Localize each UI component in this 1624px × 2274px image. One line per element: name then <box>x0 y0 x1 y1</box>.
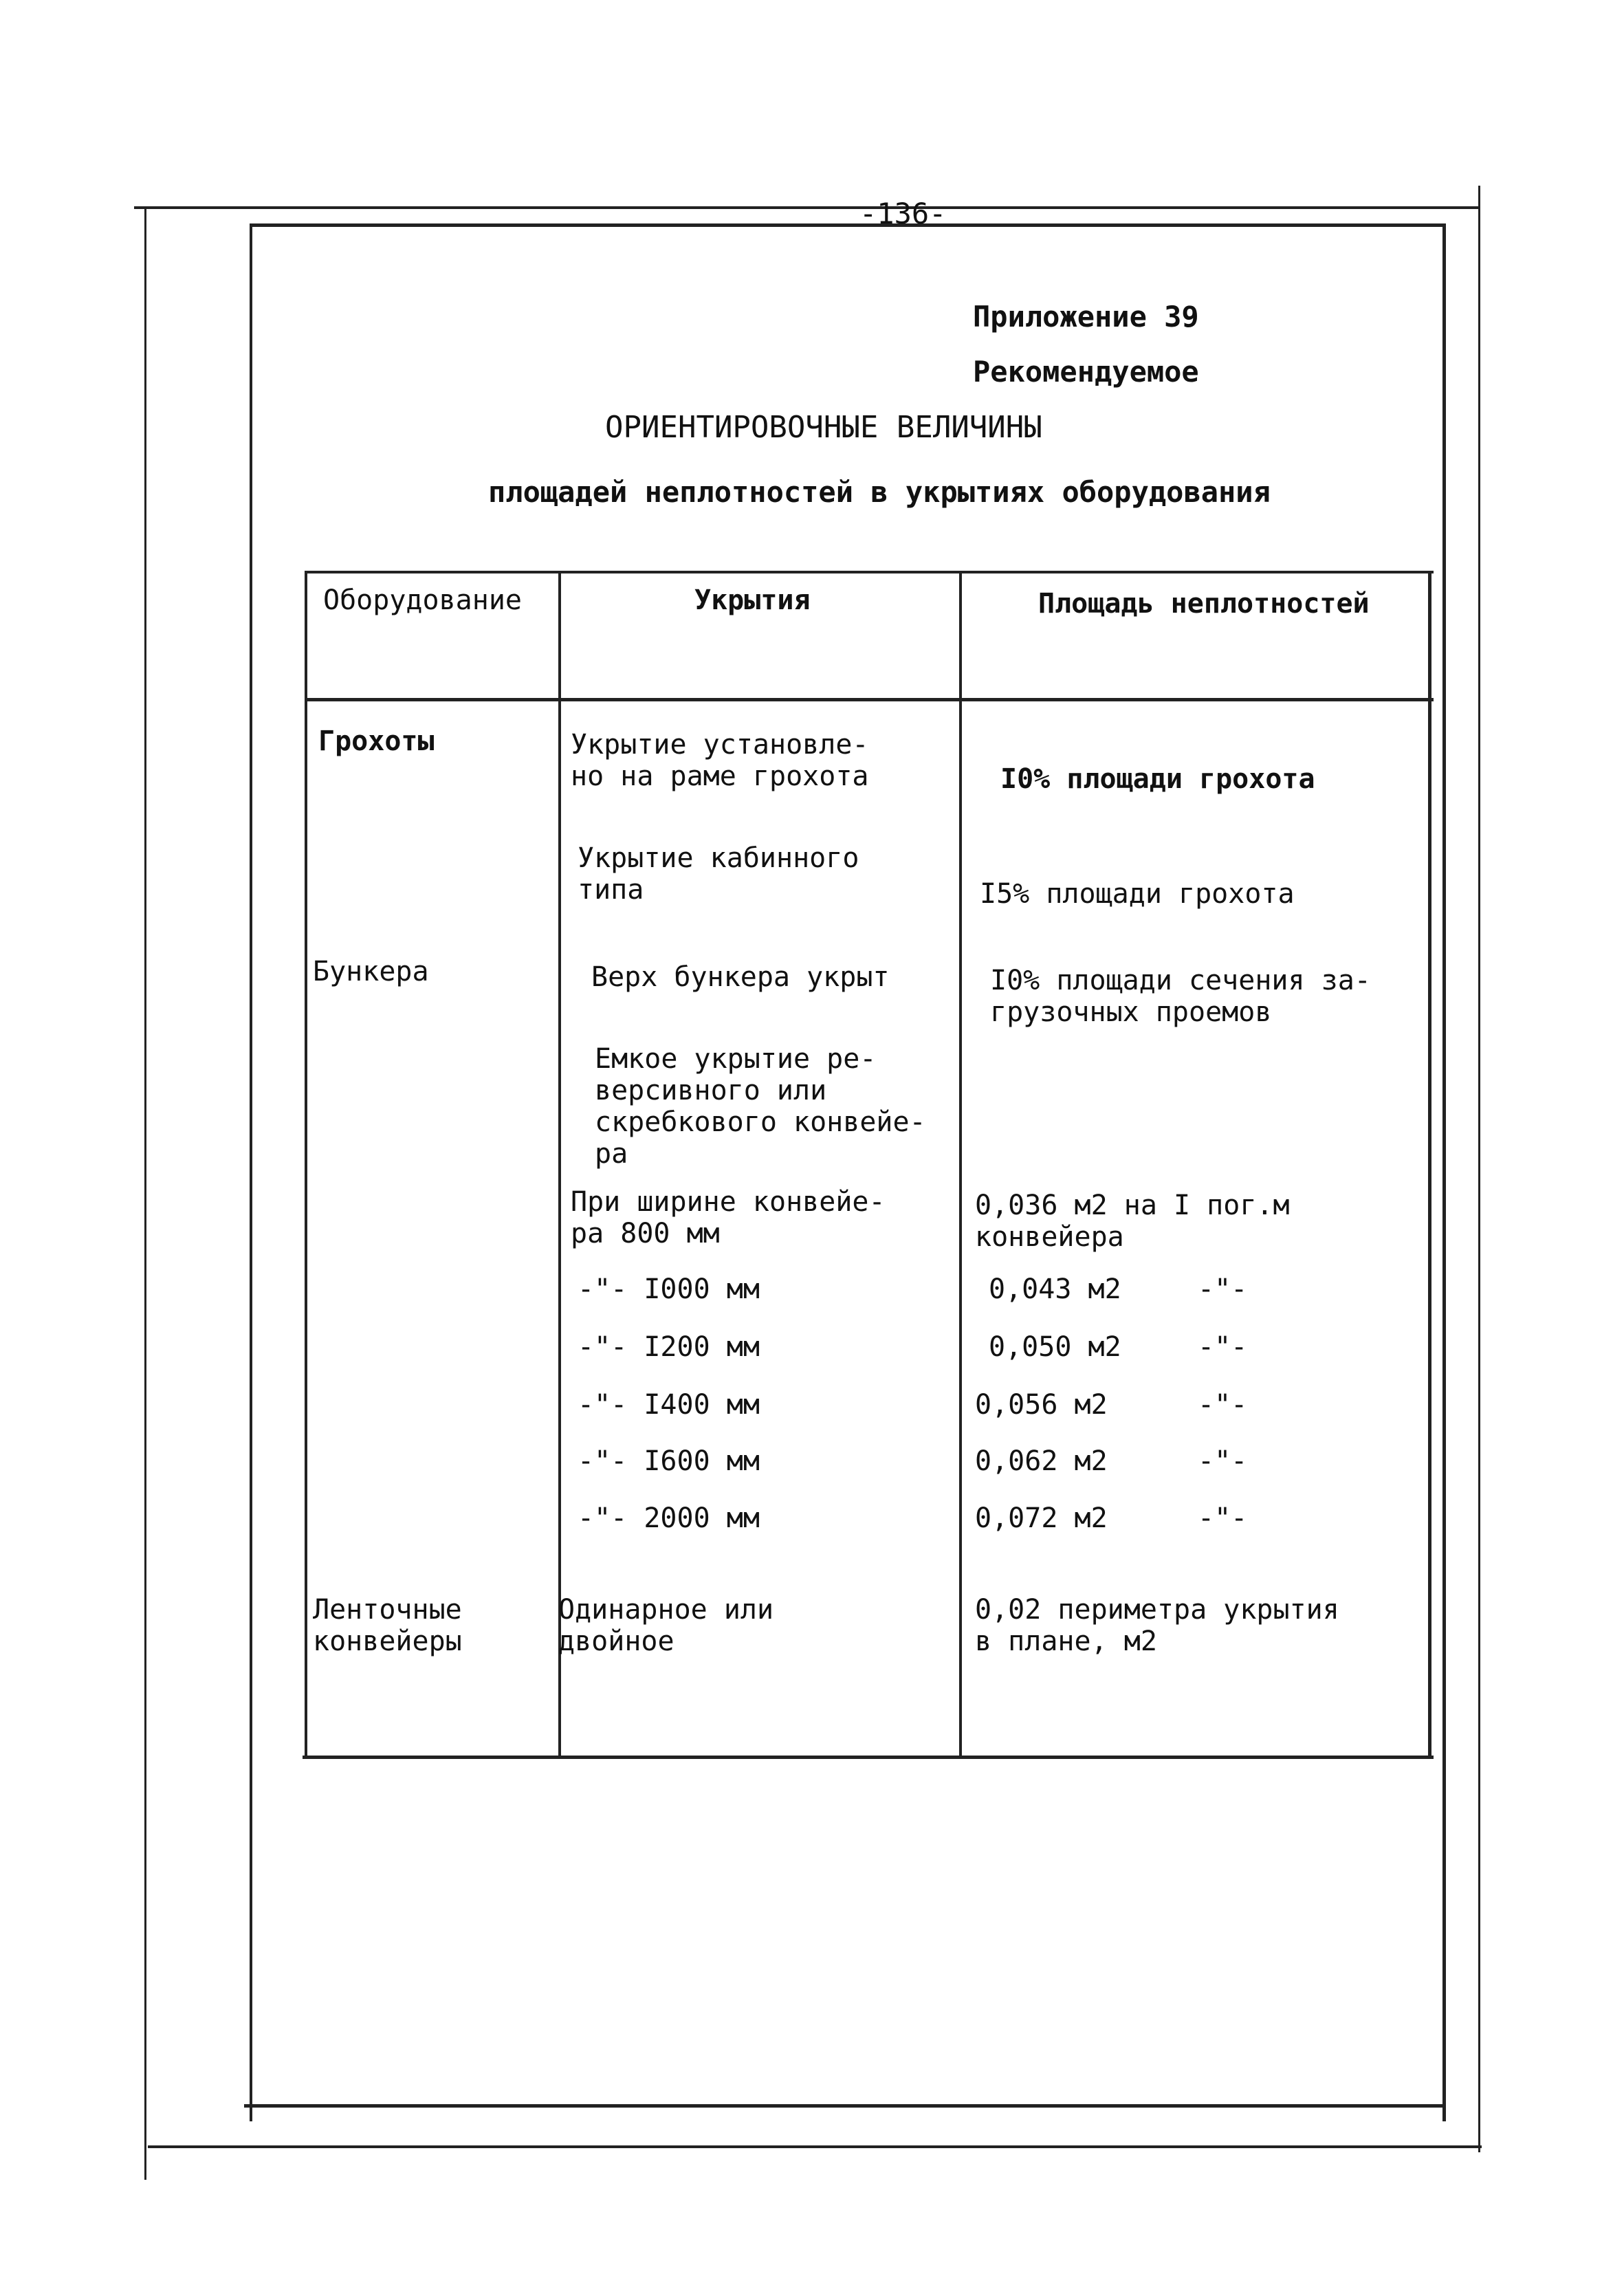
table-bottom-border <box>303 1756 1434 1759</box>
area-row-9: 0,062 м2 <box>975 1445 1108 1477</box>
inner-frame-right <box>1442 223 1446 2121</box>
cover-row-11: Одинарное или двойное <box>558 1594 774 1657</box>
area-row-3: I0% площади сечения за- грузочных проемов <box>990 965 1371 1028</box>
cover-row-5: При ширине конвейе- ра 800 мм <box>571 1186 886 1249</box>
page-number: -136- <box>859 197 947 230</box>
outer-frame-bottom <box>148 2145 1482 2148</box>
cover-row-7: -"- I200 мм <box>578 1331 760 1363</box>
cover-row-6: -"- I000 мм <box>578 1273 760 1305</box>
table-col-divider-2 <box>959 571 962 1759</box>
document-title: ОРИЕНТИРОВОЧНЫЕ ВЕЛИЧИНЫ <box>605 410 1042 445</box>
inner-frame-left <box>250 223 252 2121</box>
cover-row-10: -"- 2000 мм <box>578 1502 760 1534</box>
document-subtitle: площадей неплотностей в укрытиях оборудования <box>488 475 1271 509</box>
area-row-6: 0,043 м2 <box>989 1273 1121 1305</box>
outer-frame-top <box>134 206 1480 209</box>
header-leak-area: Площадь неплотностей <box>1038 588 1370 620</box>
cover-row-4: Емкое укрытие ре- версивного или скребкового конвейе- ра <box>595 1043 926 1170</box>
area-row-1: I0% площади грохота <box>1000 763 1315 795</box>
cover-row-9: -"- I600 мм <box>578 1445 760 1477</box>
table-top-border <box>306 571 1434 573</box>
table-left-border <box>305 571 307 1759</box>
header-equipment: Оборудование <box>323 584 522 616</box>
outer-frame-right <box>1478 186 1480 2152</box>
table-header-divider <box>306 698 1434 701</box>
ditto-mark: -"- <box>1198 1502 1248 1534</box>
table-col-divider-1 <box>558 571 561 1759</box>
ditto-mark: -"- <box>1198 1273 1248 1305</box>
inner-frame-top <box>251 223 1444 227</box>
ditto-mark: -"- <box>1198 1331 1248 1363</box>
area-row-7: 0,050 м2 <box>989 1331 1121 1363</box>
area-row-2: I5% площади грохота <box>980 878 1295 910</box>
cover-row-1: Укрытие установле- но на раме грохота <box>571 729 869 792</box>
cover-row-3: Верх бункера укрыт <box>591 961 890 993</box>
equipment-bunkers: Бункера <box>313 956 429 987</box>
cover-row-2: Укрытие кабинного типа <box>578 842 859 906</box>
area-row-10: 0,072 м2 <box>975 1502 1108 1534</box>
table-right-border <box>1428 571 1431 1759</box>
area-row-8: 0,056 м2 <box>975 1389 1108 1421</box>
cover-row-8: -"- I400 мм <box>578 1389 760 1421</box>
area-row-11: 0,02 периметра укрытия в плане, м2 <box>975 1594 1339 1657</box>
inner-frame-bottom <box>244 2104 1446 2108</box>
equipment-screens: Грохоты <box>318 725 435 757</box>
equipment-belt-conveyors: Ленточные конвейеры <box>313 1594 462 1657</box>
recommendation-label: Рекомендуемое <box>973 355 1199 389</box>
appendix-label: Приложение 39 <box>973 300 1199 334</box>
ditto-mark: -"- <box>1198 1389 1248 1421</box>
ditto-mark: -"- <box>1198 1445 1248 1477</box>
outer-frame-left <box>144 206 146 2180</box>
header-cover: Укрытия <box>694 584 811 616</box>
area-row-5: 0,036 м2 на I пог.м конвейера <box>975 1190 1290 1253</box>
